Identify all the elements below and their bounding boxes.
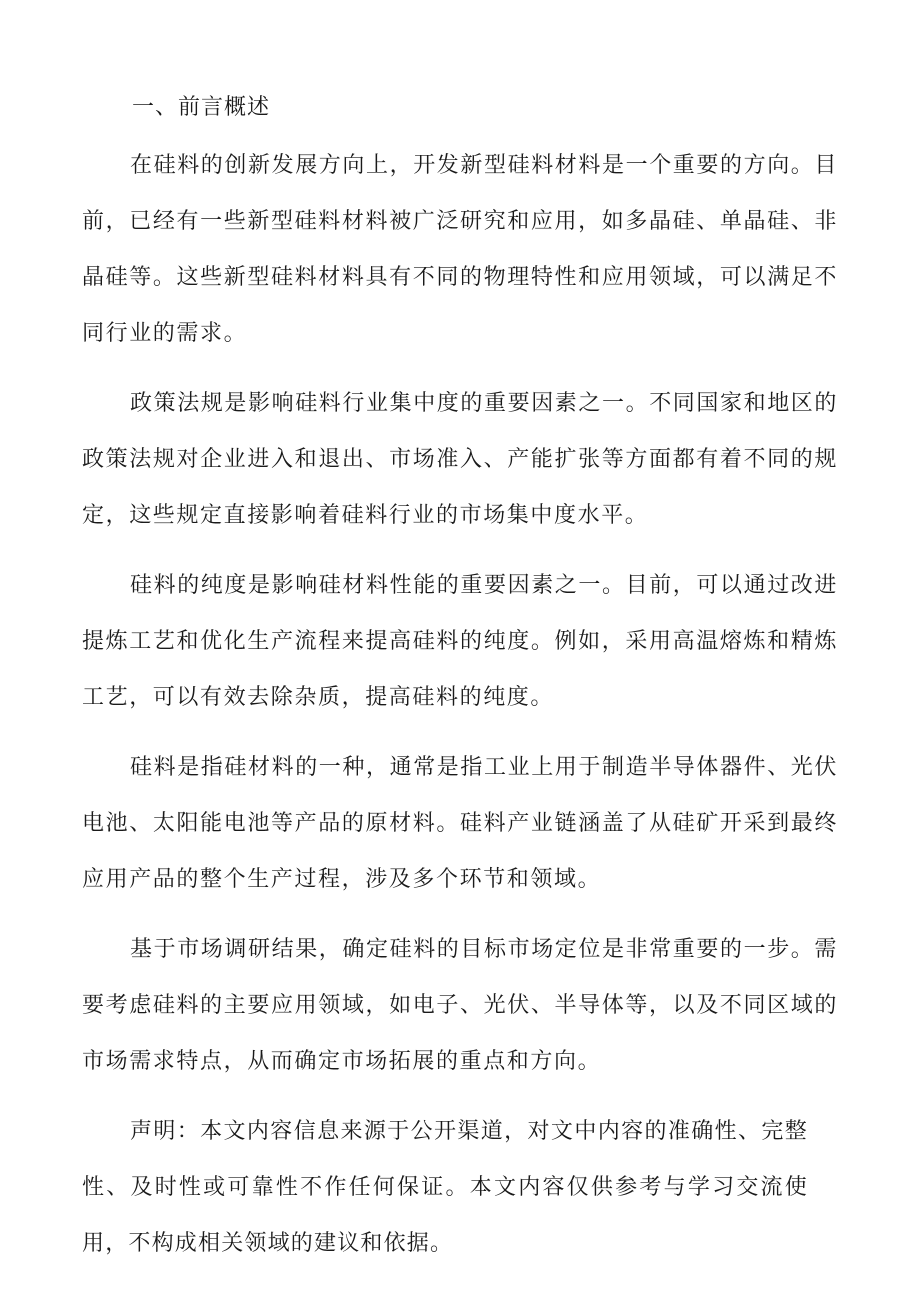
paragraph-innovation: 在硅料的创新发展方向上，开发新型硅料材料是一个重要的方向。目前，已经有一些新型硅料材料被广泛研究和应用，如多晶硅、单晶硅、非晶硅等。这些新型硅料材料具有不同的物理特性和应用领域，可以满足不同行业的需求。 [82,153,839,346]
paragraph-purity: 硅料的纯度是影响硅材料性能的重要因素之一。目前，可以通过改进提炼工艺和优化生产流程来提高硅料的纯度。例如，采用高温熔炼和精炼工艺，可以有效去除杂质，提高硅料的纯度。 [82,573,839,710]
document-page [82,88,838,1286]
paragraph-market: 基于市场调研结果，确定硅料的目标市场定位是非常重要的一步。需要考虑硅料的主要应用领域，如电子、光伏、半导体等，以及不同区域的市场需求特点，从而确定市场拓展的重点和方向。 [82,937,839,1074]
paragraph-policy: 政策法规是影响硅料行业集中度的重要因素之一。不同国家和地区的政策法规对企业进入和退出、市场准入、产能扩张等方面都有着不同的规定，这些规定直接影响着硅料行业的市场集中度水平。 [82,391,839,528]
section-heading: 一、前言概述 [132,95,271,120]
paragraph-definition: 硅料是指硅材料的一种，通常是指工业上用于制造半导体器件、光伏电池、太阳能电池等产品的原材料。硅料产业链涵盖了从硅矿开采到最终应用产品的整个生产过程，涉及多个环节和领域。 [82,755,839,892]
disclaimer-paragraph: 声明：本文内容信息来源于公开渠道，对文中内容的准确性、完整性、及时性或可靠性不作任何保证。本文内容仅供参考与学习交流使用，不构成相关领域的建议和依据。 [82,1119,808,1256]
